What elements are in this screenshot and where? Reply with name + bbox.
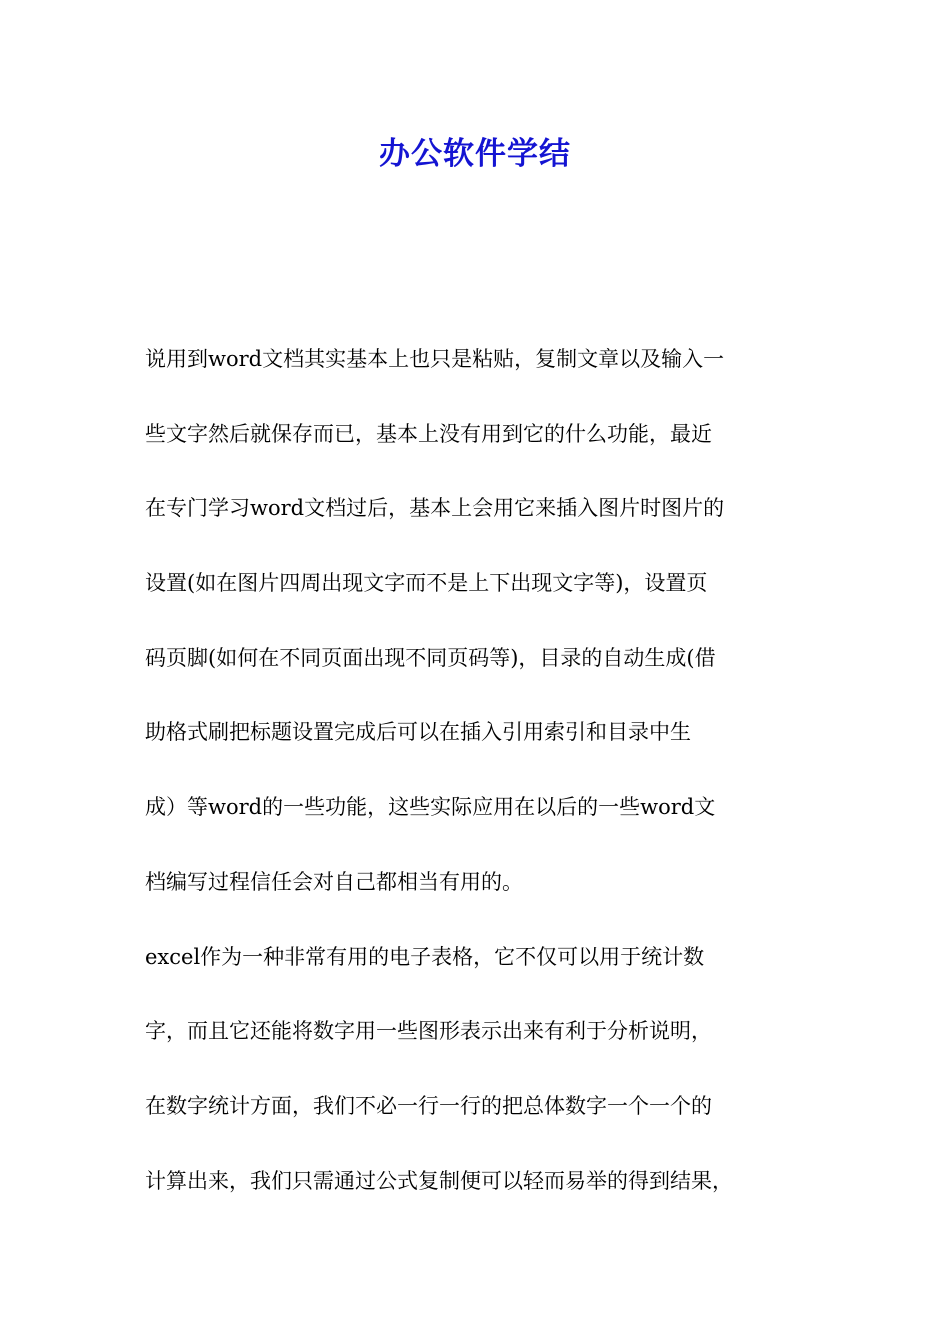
- body-line-12: 计算出来，我们只需通过公式复制便可以轻而易举的得到结果，: [145, 1168, 733, 1193]
- body-line-1: 说用到word文档其实基本上也只是粘贴，复制文章以及输入一: [145, 347, 725, 371]
- body-line-8: 档编写过程信任会对自己都相当有用的。: [145, 869, 523, 894]
- body-line-5: 码页脚(如何在不同页面出现不同页码等)，目录的自动生成(借: [145, 645, 716, 670]
- body-line-3: 在专门学习word文档过后，基本上会用它来插入图片时图片的: [145, 496, 725, 521]
- body-line-11: 在数字统计方面，我们不必一行一行的把总体数字一个一个的: [145, 1093, 712, 1118]
- body-line-2: 些文字然后就保存而已，基本上没有用到它的什么功能，最近: [145, 421, 712, 446]
- body-line-7: 成）等word的一些功能，这些实际应用在以后的一些word文: [145, 795, 716, 820]
- document-title: 办公软件学结: [379, 136, 571, 172]
- body-line-10: 字，而且它还能将数字用一些图形表示出来有利于分析说明，: [145, 1019, 712, 1044]
- body-line-4: 设置(如在图片四周出现文字而不是上下出现文字等)，设置页: [145, 571, 708, 596]
- body-line-9: excel作为一种非常有用的电子表格，它不仅可以用于统计数: [145, 944, 705, 969]
- body-line-6: 助格式刷把标题设置完成后可以在插入引用索引和目录中生: [145, 720, 691, 745]
- document-body: [145, 333, 815, 1229]
